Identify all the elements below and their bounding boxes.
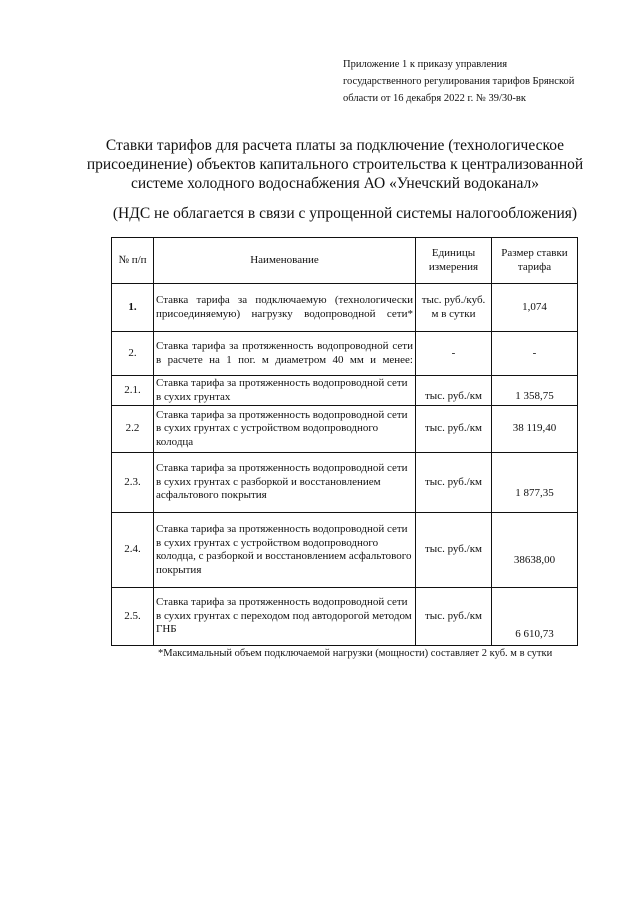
row-unit: тыс. руб./куб. м в сутки (416, 284, 492, 332)
table-row (112, 453, 578, 513)
row-rate: - (492, 332, 578, 376)
row-num: 1. (112, 284, 154, 332)
row-unit: тыс. руб./км (416, 588, 492, 646)
row-rate: 1 877,35 (492, 453, 578, 513)
row-name: Ставка тарифа за протяженность водопроводной сети в сухих грунтах (154, 376, 416, 406)
title-line: Ставки тарифов для расчета платы за подключение (технологическое (105, 137, 565, 154)
appendix-line: государственного регулирования тарифов Брянской (343, 76, 575, 87)
vat-note: (НДС не облагается в связи с упрощенной системы налогообложения) (112, 205, 578, 222)
appendix-line: Приложение 1 к приказу управления (343, 59, 508, 70)
row-num: 2.3. (112, 453, 154, 513)
table-row (112, 332, 578, 376)
title-line: системе холодного водоснабжения АО «Унечский водоканал» (130, 175, 540, 192)
row-name: Ставка тарифа за протяженность водопроводной сети в сухих грунтах с устройством водопроводного колодца, с разборкой и восстановлением асфальтового покрытия (154, 513, 416, 588)
title-line: присоединение) объектов капитального строительства к централизованной (86, 156, 584, 173)
row-unit: тыс. руб./км (416, 376, 492, 406)
row-name: Ставка тарифа за подключаемую (технологически присоединяемую) нагрузку водопроводной сети* (154, 284, 416, 332)
row-rate: 38638,00 (492, 513, 578, 588)
row-num: 2.2 (112, 406, 154, 453)
row-unit: - (416, 332, 492, 376)
header-num: № п/п (112, 238, 154, 284)
table-row (112, 513, 578, 588)
table-row (112, 588, 578, 646)
row-name: Ставка тарифа за протяженность водопроводной сети в сухих грунтах с переходом под автодорогой методом ГНБ (154, 588, 416, 646)
row-num: 2.1. (112, 376, 154, 406)
row-rate: 6 610,73 (492, 588, 578, 646)
document-title (80, 136, 590, 193)
row-name: Ставка тарифа за протяженность водопроводной сети в сухих грунтах с устройством водопроводного колодца (154, 406, 416, 453)
header-name: Наименование (154, 238, 416, 284)
appendix-heading (343, 56, 623, 107)
row-rate: 38 119,40 (492, 406, 578, 453)
footnote: *Максимальный объем подключаемой нагрузки (мощности) составляет 2 куб. м в сутки (158, 648, 553, 659)
appendix-line: области от 16 декабря 2022 г. № 39/30-вк (343, 93, 526, 104)
row-rate: 1 358,75 (492, 376, 578, 406)
row-unit: тыс. руб./км (416, 406, 492, 453)
row-num: 2.5. (112, 588, 154, 646)
header-rate: Размер ставки тарифа (492, 238, 578, 284)
row-num: 2. (112, 332, 154, 376)
table-row (112, 376, 578, 406)
row-unit: тыс. руб./км (416, 513, 492, 588)
table-header-row (112, 238, 578, 284)
table-row (112, 406, 578, 453)
row-rate: 1,074 (492, 284, 578, 332)
row-name: Ставка тарифа за протяженность водопроводной сети в сухих грунтах с разборкой и восстановлением асфальтового покрытия (154, 453, 416, 513)
row-unit: тыс. руб./км (416, 453, 492, 513)
table-row (112, 284, 578, 332)
row-num: 2.4. (112, 513, 154, 588)
row-name: Ставка тарифа за протяженность водопроводной сети в расчете на 1 пог. м диаметром 40 мм и менее: (154, 332, 416, 376)
header-unit: Единицы измерения (416, 238, 492, 284)
tariff-table (111, 237, 578, 646)
